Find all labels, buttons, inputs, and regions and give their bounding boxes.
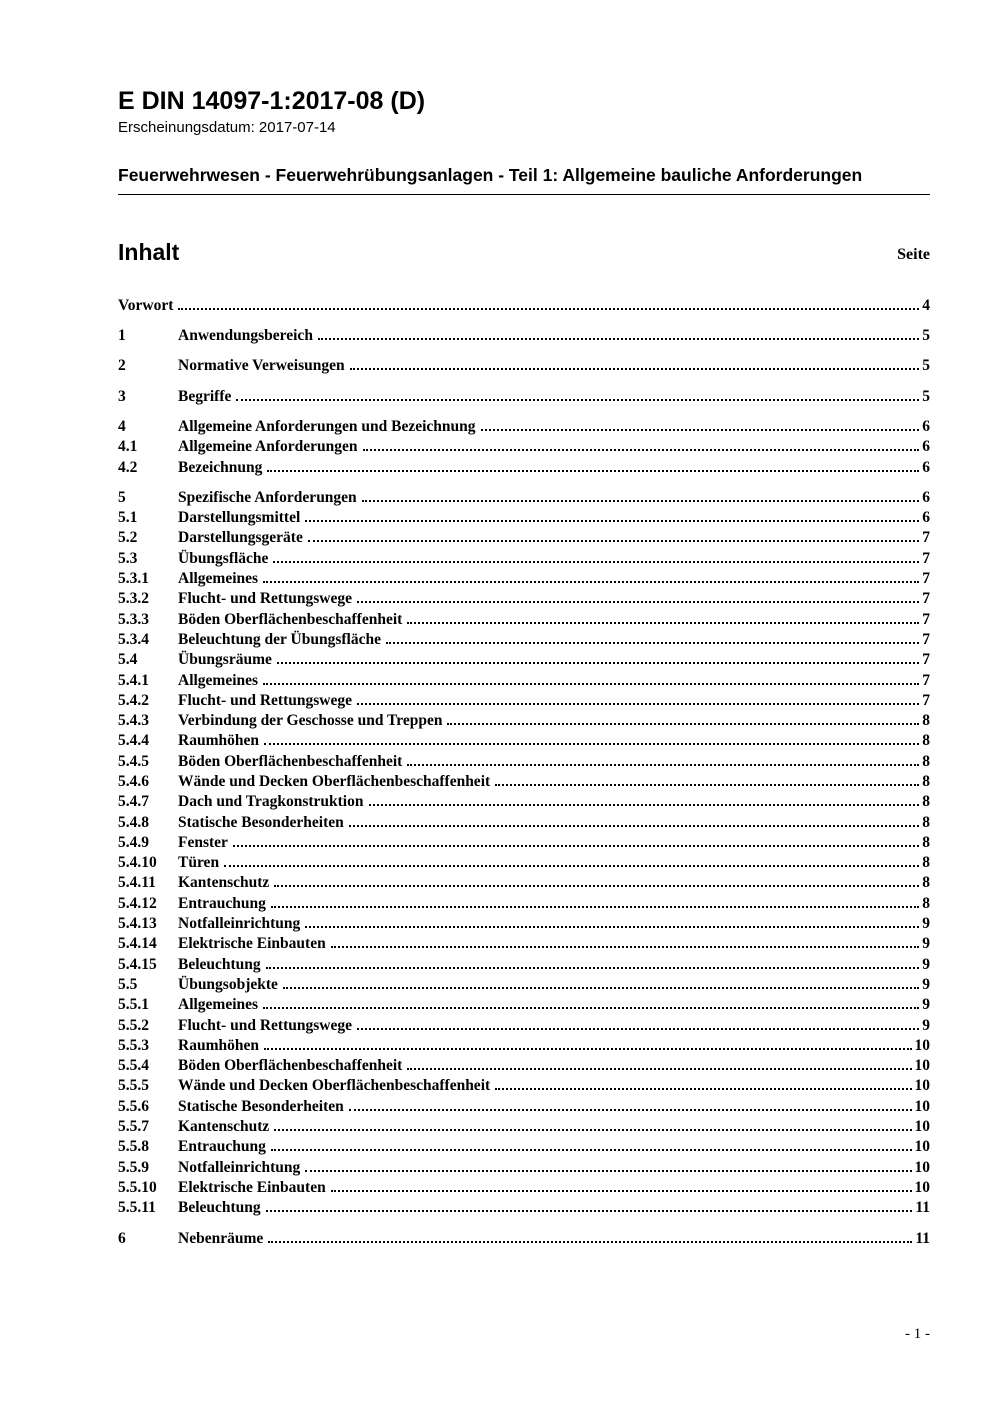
- toc-entry-title: Übungsobjekte: [178, 975, 278, 993]
- toc-entry-page: 7: [922, 630, 930, 648]
- dotted-leader: [263, 1007, 919, 1009]
- toc-entry: [118, 833, 930, 853]
- toc-entry: [118, 1076, 930, 1096]
- dotted-leader: [266, 967, 920, 969]
- toc-entry: [118, 772, 930, 792]
- toc-entry-number: 5.4.10: [118, 854, 157, 872]
- toc-entry-page: 8: [922, 732, 930, 750]
- toc-entry: [118, 873, 930, 893]
- toc-entry: [118, 1229, 930, 1249]
- toc-entry: [118, 610, 930, 630]
- toc-entry-page: 7: [922, 549, 930, 567]
- toc-entry: [118, 1178, 930, 1198]
- toc-entry: [118, 1016, 930, 1036]
- toc-entry: [118, 792, 930, 812]
- toc-entry: [118, 975, 930, 995]
- toc-entry-page: 10: [914, 1158, 930, 1176]
- toc-entry: [118, 691, 930, 711]
- dotted-leader: [271, 906, 919, 908]
- toc-entry-page: 6: [922, 458, 930, 476]
- toc-entry: [118, 1198, 930, 1218]
- toc-entry-title: Übungsfläche: [178, 549, 269, 567]
- toc-entry: [118, 1036, 930, 1056]
- toc-entry: [118, 589, 930, 609]
- toc-entry-number: 4.2: [118, 458, 138, 476]
- dotted-leader: [407, 764, 919, 766]
- toc-entry-title: Anwendungsbereich: [178, 327, 313, 345]
- toc-entry: [118, 296, 930, 316]
- toc-entry-page: 7: [922, 671, 930, 689]
- dotted-leader: [386, 642, 919, 644]
- toc-entry: [118, 458, 930, 478]
- toc-entry-number: 5.2: [118, 529, 138, 547]
- toc-entry-page: 10: [914, 1097, 930, 1115]
- dotted-leader: [263, 581, 919, 583]
- dotted-leader: [318, 338, 919, 340]
- toc-entry-title: Flucht- und Rettungswege: [178, 691, 352, 709]
- toc-entry-title: Kantenschutz: [178, 874, 270, 892]
- toc-entry: [118, 569, 930, 589]
- toc-entry: [118, 356, 930, 376]
- toc-entry-number: 5.3.4: [118, 630, 149, 648]
- dotted-leader: [263, 683, 919, 685]
- toc-entry: [118, 853, 930, 873]
- toc-entry-page: 8: [922, 772, 930, 790]
- toc-entry-number: 5.4.5: [118, 752, 149, 770]
- toc-entry-title: Raumhöhen: [178, 1036, 259, 1054]
- toc-entry-title: Flucht- und Rettungswege: [178, 590, 352, 608]
- toc-entry-title: Normative Verweisungen: [178, 357, 345, 375]
- dotted-leader: [447, 723, 919, 725]
- toc-entry-number: 5: [118, 488, 126, 506]
- dotted-leader: [362, 500, 920, 502]
- toc-entry: [118, 1117, 930, 1137]
- dotted-leader: [350, 368, 920, 370]
- toc-entry-number: 3: [118, 387, 126, 405]
- toc-entry-page: 9: [922, 915, 930, 933]
- toc-entry-number: 5.4.1: [118, 671, 149, 689]
- toc-entry-title: Böden Oberflächenbeschaffenheit: [178, 610, 403, 628]
- toc-entry-title: Bezeichnung: [178, 458, 263, 476]
- toc-entry-title: Darstellungsgeräte: [178, 529, 303, 547]
- toc-entry-number: 5.4.8: [118, 813, 149, 831]
- toc-entry-number: 5.5.10: [118, 1178, 157, 1196]
- toc-entry: [118, 711, 930, 731]
- toc-entry: [118, 934, 930, 954]
- toc-entry-number: 5.3: [118, 549, 138, 567]
- toc-entry: [118, 326, 930, 346]
- toc-entry-page: 10: [914, 1138, 930, 1156]
- toc-entry-number: 5.5.3: [118, 1036, 149, 1054]
- toc-entry-title: Verbindung der Geschosse und Treppen: [178, 712, 443, 730]
- toc-entry-title: Böden Oberflächenbeschaffenheit: [178, 752, 403, 770]
- toc-entry: [118, 549, 930, 569]
- toc-entry-title: Elektrische Einbauten: [178, 1178, 326, 1196]
- toc-entry-title: Kantenschutz: [178, 1118, 270, 1136]
- dotted-leader: [481, 429, 920, 431]
- toc-entry: [118, 955, 930, 975]
- toc-entry: [118, 731, 930, 751]
- toc-page-column-label: Seite: [897, 245, 930, 263]
- toc-heading: Inhalt: [118, 238, 180, 265]
- toc-entry-page: 8: [922, 813, 930, 831]
- toc-entry-number: 5.5.6: [118, 1097, 149, 1115]
- toc-entry-number: 5.4.3: [118, 712, 149, 730]
- toc-entry-number: 4.1: [118, 438, 138, 456]
- toc-entry-page: 9: [922, 996, 930, 1014]
- toc-entry-page: 10: [914, 1036, 930, 1054]
- dotted-leader: [357, 1028, 919, 1030]
- dotted-leader: [308, 540, 919, 542]
- dotted-leader: [266, 1210, 913, 1212]
- toc-entry-number: 6: [118, 1229, 126, 1247]
- dotted-leader: [264, 743, 919, 745]
- table-of-contents: [118, 296, 930, 1249]
- toc-entry-title: Nebenräume: [178, 1229, 264, 1247]
- toc-entry: [118, 528, 930, 548]
- toc-entry-page: 10: [914, 1077, 930, 1095]
- toc-entry-page: 6: [922, 488, 930, 506]
- toc-entry-number: 1: [118, 327, 126, 345]
- toc-entry-title: Begriffe: [178, 387, 232, 405]
- toc-entry-page: 6: [922, 417, 930, 435]
- dotted-leader: [283, 987, 919, 989]
- toc-entry-number: 5.4.12: [118, 894, 157, 912]
- dotted-leader: [357, 703, 919, 705]
- toc-entry-title: Elektrische Einbauten: [178, 935, 326, 953]
- toc-entry-page: 7: [922, 570, 930, 588]
- toc-header-row: [118, 239, 930, 266]
- toc-entry-page: 9: [922, 955, 930, 973]
- toc-entry: [118, 437, 930, 457]
- toc-entry: [118, 914, 930, 934]
- dotted-leader: [407, 1068, 911, 1070]
- toc-entry-number: 5.4.2: [118, 691, 149, 709]
- toc-entry-number: 5.4.14: [118, 935, 157, 953]
- toc-entry: [118, 387, 930, 407]
- dotted-leader: [349, 1109, 912, 1111]
- dotted-leader: [233, 845, 919, 847]
- dotted-leader: [178, 308, 919, 310]
- toc-entry-title: Darstellungsmittel: [178, 509, 301, 527]
- dotted-leader: [236, 399, 919, 401]
- dotted-leader: [495, 784, 919, 786]
- document-page: [118, 88, 930, 1249]
- toc-entry-title: Allgemeine Anforderungen: [178, 438, 358, 456]
- toc-entry-number: 5.4.15: [118, 955, 157, 973]
- toc-entry-page: 8: [922, 793, 930, 811]
- toc-entry-title: Statische Besonderheiten: [178, 1097, 344, 1115]
- toc-entry-title: Wände und Decken Oberflächenbeschaffenheit: [178, 772, 491, 790]
- toc-entry-page: 10: [914, 1057, 930, 1075]
- toc-entry-title: Fenster: [178, 833, 228, 851]
- toc-entry-number: 5.4.13: [118, 915, 157, 933]
- toc-entry-page: 7: [922, 590, 930, 608]
- toc-entry-number: 5.4.11: [118, 874, 156, 892]
- toc-entry: [118, 630, 930, 650]
- toc-entry-page: 4: [922, 296, 930, 314]
- toc-entry-page: 11: [915, 1229, 930, 1247]
- dotted-leader: [277, 662, 919, 664]
- toc-entry-title: Allgemeine Anforderungen und Bezeichnung: [178, 417, 476, 435]
- toc-entry: [118, 995, 930, 1015]
- toc-entry-title: Beleuchtung der Übungsfläche: [178, 630, 381, 648]
- toc-entry: [118, 1137, 930, 1157]
- toc-entry-page: 10: [914, 1118, 930, 1136]
- toc-entry-number: 5.4: [118, 651, 138, 669]
- dotted-leader: [331, 1190, 912, 1192]
- dotted-leader: [274, 1129, 911, 1131]
- toc-entry: [118, 508, 930, 528]
- dotted-leader: [271, 1149, 912, 1151]
- toc-entry-number: 5.5.11: [118, 1199, 156, 1217]
- toc-entry-page: 5: [922, 387, 930, 405]
- toc-entry: [118, 1097, 930, 1117]
- toc-entry-page: 7: [922, 529, 930, 547]
- toc-entry-number: 5.5.4: [118, 1057, 149, 1075]
- toc-entry-title: Raumhöhen: [178, 732, 259, 750]
- toc-entry-page: 5: [922, 357, 930, 375]
- document-title: Feuerwehrwesen - Feuerwehrübungsanlagen - Teil 1: Allgemeine bauliche Anforderungen: [118, 162, 930, 195]
- toc-entry-number: 5.5.2: [118, 1016, 149, 1034]
- toc-entry: [118, 1158, 930, 1178]
- toc-entry: [118, 650, 930, 670]
- toc-entry-number: 5.4.9: [118, 833, 149, 851]
- toc-entry-page: 9: [922, 975, 930, 993]
- toc-entry-title: Statische Besonderheiten: [178, 813, 344, 831]
- dotted-leader: [357, 601, 919, 603]
- dotted-leader: [273, 561, 919, 563]
- publication-date: Erscheinungsdatum: 2017-07-14: [118, 118, 336, 136]
- toc-entry-number: 4: [118, 417, 126, 435]
- toc-entry-page: 11: [915, 1199, 930, 1217]
- toc-entry-number: 5.4.7: [118, 793, 149, 811]
- toc-entry-title: Türen: [178, 854, 220, 872]
- dotted-leader: [274, 885, 919, 887]
- toc-entry-number: 5.3.2: [118, 590, 149, 608]
- toc-entry-title: Entrauchung: [178, 894, 266, 912]
- toc-entry-page: 5: [922, 327, 930, 345]
- toc-entry: [118, 417, 930, 437]
- toc-entry-page: 6: [922, 438, 930, 456]
- toc-entry-page: 6: [922, 509, 930, 527]
- dotted-leader: [407, 622, 919, 624]
- toc-entry-title: Allgemeines: [178, 570, 259, 588]
- toc-entry-number: 5.3.3: [118, 610, 149, 628]
- page-number-indicator: - 1 -: [905, 1326, 930, 1342]
- toc-entry-page: 8: [922, 894, 930, 912]
- toc-entry-title: Böden Oberflächenbeschaffenheit: [178, 1057, 403, 1075]
- toc-entry-title: Entrauchung: [178, 1138, 266, 1156]
- toc-entry-title: Beleuchtung: [178, 1199, 261, 1217]
- toc-entry-number: 5.5: [118, 975, 138, 993]
- toc-entry-page: 8: [922, 833, 930, 851]
- toc-entry-page: 8: [922, 752, 930, 770]
- dotted-leader: [305, 520, 919, 522]
- toc-entry-number: 5.5.5: [118, 1077, 149, 1095]
- dotted-leader: [224, 865, 919, 867]
- toc-entry-title: Wände und Decken Oberflächenbeschaffenheit: [178, 1077, 491, 1095]
- toc-entry-title: Allgemeines: [178, 996, 259, 1014]
- toc-entry: [118, 752, 930, 772]
- toc-entry: [118, 894, 930, 914]
- dotted-leader: [305, 1170, 911, 1172]
- toc-entry-number: 2: [118, 357, 126, 375]
- toc-entry-title: Vorwort: [118, 296, 174, 314]
- toc-entry-title: Notfalleinrichtung: [178, 1158, 301, 1176]
- toc-entry-title: Notfalleinrichtung: [178, 915, 301, 933]
- dotted-leader: [363, 449, 920, 451]
- toc-entry-page: 9: [922, 1016, 930, 1034]
- toc-entry: [118, 813, 930, 833]
- toc-entry-title: Spezifische Anforderungen: [178, 488, 357, 506]
- toc-entry-number: 5.1: [118, 509, 138, 527]
- toc-entry: [118, 1056, 930, 1076]
- dotted-leader: [264, 1048, 912, 1050]
- toc-entry-page: 8: [922, 712, 930, 730]
- dotted-leader: [369, 804, 920, 806]
- toc-entry-page: 7: [922, 651, 930, 669]
- dotted-leader: [267, 470, 919, 472]
- dotted-leader: [268, 1241, 912, 1243]
- dotted-leader: [331, 946, 920, 948]
- toc-entry: [118, 671, 930, 691]
- toc-entry-page: 9: [922, 935, 930, 953]
- toc-entry-title: Dach und Tragkonstruktion: [178, 793, 364, 811]
- document-number: E DIN 14097-1:2017-08 (D): [118, 87, 426, 115]
- toc-entry-title: Flucht- und Rettungswege: [178, 1016, 352, 1034]
- toc-entry-page: 7: [922, 691, 930, 709]
- toc-entry-title: Übungsräume: [178, 651, 272, 669]
- dotted-leader: [349, 825, 919, 827]
- dotted-leader: [305, 926, 919, 928]
- toc-entry-page: 10: [914, 1178, 930, 1196]
- toc-entry-number: 5.5.8: [118, 1138, 149, 1156]
- toc-entry-page: 7: [922, 610, 930, 628]
- toc-entry-page: 8: [922, 854, 930, 872]
- toc-entry-number: 5.5.1: [118, 996, 149, 1014]
- toc-entry-number: 5.4.6: [118, 772, 149, 790]
- toc-entry-title: Allgemeines: [178, 671, 259, 689]
- toc-entry-number: 5.4.4: [118, 732, 149, 750]
- toc-entry-number: 5.5.9: [118, 1158, 149, 1176]
- dotted-leader: [495, 1088, 911, 1090]
- toc-entry-title: Beleuchtung: [178, 955, 261, 973]
- toc-entry-number: 5.5.7: [118, 1118, 149, 1136]
- toc-entry: [118, 488, 930, 508]
- toc-entry-page: 8: [922, 874, 930, 892]
- toc-entry-number: 5.3.1: [118, 570, 149, 588]
